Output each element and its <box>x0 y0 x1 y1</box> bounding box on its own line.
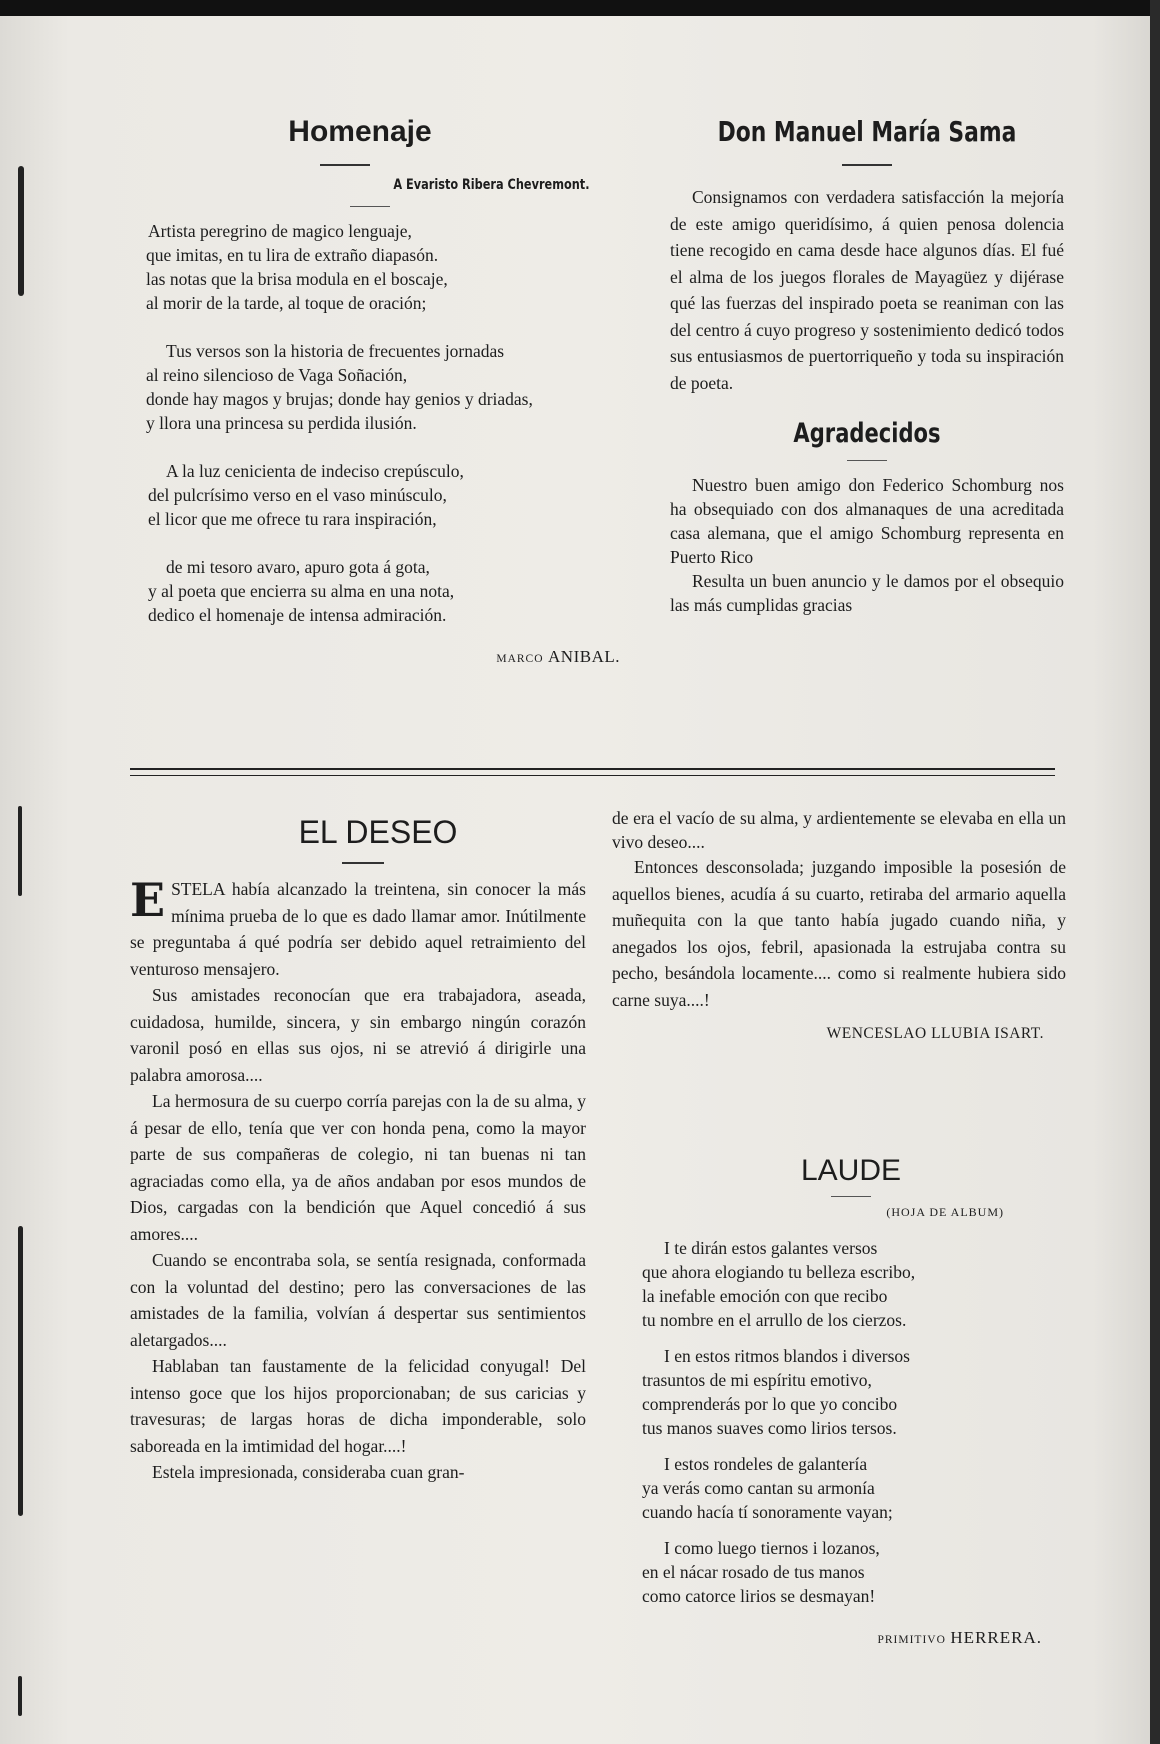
verse-line: I como luego tiernos i lozanos, <box>664 1538 880 1558</box>
agradecidos-paragraph: Nuestro buen amigo don Federico Schomburg nos ha obsequiado con dos almanaques de una acreditada casa alemana, que el amigo Schomburg representa en Puerto Rico <box>670 475 1064 567</box>
verse-line: la inefable emoción con que recibo <box>642 1286 888 1306</box>
verse-line: donde hay magos y brujas; donde hay genios y driadas, <box>146 389 533 409</box>
verse-line: al reino silencioso de Vaga Soñación, <box>146 365 408 385</box>
verse-line: que ahora elogiando tu belleza escribo, <box>642 1262 916 1282</box>
binding-mark <box>18 806 22 896</box>
verse-line: tus manos suaves como lirios tersos. <box>642 1418 897 1438</box>
story-paragraph: Cuando se encontraba sola, se sentía resignada, conformada con la voluntad del destino; pero las conversaciones de las amistades de la familia, volvían á despertar sus sentimientos aletargados.... <box>130 1250 586 1350</box>
homenaje-stanzas <box>120 219 640 627</box>
stanza <box>148 459 640 531</box>
verse-line: dedico el homenaje de intensa admiración. <box>148 605 447 625</box>
dedication: A Evaristo Ribera Chevremont. <box>393 177 590 193</box>
laude-title: LAUDE <box>800 1154 902 1187</box>
deseo-signature: WENCESLAO LLUBIA ISART. <box>826 1025 1044 1042</box>
title-rule <box>342 862 384 864</box>
verse-line: el licor que me ofrece tu rara inspiración, <box>148 509 437 529</box>
verse-line: A la luz cenicienta de indeciso crepúsculo, <box>166 461 464 481</box>
agradecidos-title: Agradecidos <box>793 418 941 449</box>
title-rule <box>320 164 370 166</box>
el-deseo-story <box>130 812 586 1486</box>
section-divider <box>130 775 1055 776</box>
verse-line: I en estos ritmos blandos i diversos <box>664 1346 910 1366</box>
title-rule <box>842 164 892 166</box>
stanza <box>148 339 640 435</box>
title-dash <box>847 460 887 461</box>
homenaje-title: Homenaje <box>288 115 432 148</box>
stanza <box>148 219 640 315</box>
stanza <box>642 1536 1066 1608</box>
verse-line: que imitas, en tu lira de extraño diapasón. <box>146 245 439 265</box>
verse-line: de mi tesoro avaro, apuro gota á gota, <box>166 557 430 577</box>
verse-line: y al poeta que encierra su alma en una nota, <box>148 581 455 601</box>
story-paragraph: Sus amistades reconocían que era trabajadora, aseada, cuidadosa, humilde, sincera, y sin embargo ningún corazón varonil posó en ellas sus ojos, ni se atrevió á dirigirle una palabra amorosa.... <box>130 985 586 1085</box>
agradecidos-paragraph: Resulta un buen anuncio y le damos por el obsequio las más cumplidas gracias <box>670 571 1064 615</box>
verse-line: trasuntos de mi espíritu emotivo, <box>642 1370 872 1390</box>
laude-stanzas <box>636 1236 1066 1608</box>
stanza <box>642 1452 1066 1524</box>
binding-mark <box>18 166 24 296</box>
verse-line: en el nácar rosado de tus manos <box>642 1562 865 1582</box>
verse-line: Tus versos son la historia de frecuentes jornadas <box>166 341 505 361</box>
laude-signature: PRIMITIVO HERRERA. <box>877 1628 1042 1647</box>
story-paragraph: Estela impresionada, consideraba cuan gran- <box>152 1462 465 1482</box>
title-dash <box>831 1196 871 1197</box>
sama-title: Don Manuel María Sama <box>717 115 1017 148</box>
laude-subtitle: (HOJA DE ALBUM) <box>886 1205 1004 1219</box>
stanza <box>148 555 640 627</box>
homenaje-signature: MARCO ANIBAL. <box>496 647 620 666</box>
stanza <box>642 1344 1066 1440</box>
el-deseo-title: EL DESEO <box>298 814 458 850</box>
magazine-page <box>0 16 1150 1744</box>
stanza <box>642 1236 1066 1332</box>
verse-line: comprenderás por lo que yo concibo <box>642 1394 898 1414</box>
verse-line: I estos rondeles de galantería <box>664 1454 868 1474</box>
drop-cap: E <box>130 873 166 927</box>
story-paragraph: E STELA había alcanzado la treintena, sin conocer la más mínima prueba de lo que es dado llamar amor. Inútilmente se preguntaba á qué podría ser debido aquel retraimiento del venturoso mensajero. <box>130 873 586 979</box>
verse-line: al morir de la tarde, al toque de oración; <box>146 293 427 313</box>
story-paragraph: La hermosura de su cuerpo corría parejas con la de su alma, y á pesar de ello, tenía que ver con honda pena, como la mayor parte de sus compañeras de colegio, ni tan buenas ni tan agraciadas como ella, ya de años andaban por esos mundos de Dios, cargadas con la bendición que Aquel concedió á sus amores.... <box>130 1091 586 1244</box>
verse-line: I te dirán estos galantes versos <box>664 1238 878 1258</box>
story-paragraph: Hablaban tan faustamente de la felicidad conyugal! Del intenso goce que los hijos proporcionaban; de sus caricias y travesuras; de largas horas de dicha imponderable, solo saboreada en la imtimidad del hogar....! <box>130 1356 586 1456</box>
verse-line: Artista peregrino de magico lenguaje, <box>148 221 412 241</box>
verse-line: tu nombre en el arrullo de los cierzos. <box>642 1310 907 1330</box>
sama-notice <box>670 114 1064 617</box>
verse-line: como catorce lirios se desmayan! <box>642 1586 876 1606</box>
binding-mark <box>18 1676 22 1716</box>
verse-line: y llora una princesa su perdida ilusión. <box>146 413 417 433</box>
verse-line: ya verás como cantan su armonía <box>642 1478 875 1498</box>
verse-line: cuando hacía tí sonoramente vayan; <box>642 1502 893 1522</box>
verse-line: del pulcrísimo verso en el vaso minúsculo, <box>148 485 447 505</box>
story-paragraph: Entonces desconsolada; juzgando imposible la posesión de aquellos bienes, acudía á su cuarto, retiraba del armario aquella muñequita con la que tanto había jugado cuando niña, y anegados los ojos, febril, apasionada la estrujaba contra su pecho, besándola locamente.... como si realmente hubiera sido carne suya....! <box>612 857 1066 1010</box>
el-deseo-continuation <box>612 806 1066 1043</box>
laude-poem <box>636 1152 1066 1648</box>
binding-mark <box>18 1226 23 1516</box>
story-paragraph: de era el vacío de su alma, y ardientemente se elevaba en ella un vivo deseo.... <box>612 808 1066 852</box>
dedication-dash <box>350 206 390 207</box>
sama-paragraph: Consignamos con verdadera satisfacción la mejoría de este amigo queridísimo, á quien penosa dolencia tiene recogido en cama desde hace algunos días. El fué el alma de los juegos florales de Mayagüez y dijérase qué las fuerzas del inspirado poeta se reaniman con las del centro á cuyo progreso y sostenimiento dedicó todos sus entusiasmos de puertorriqueño y toda su inspiración de poeta. <box>670 187 1064 393</box>
section-divider <box>130 768 1055 770</box>
scan-top-border <box>0 0 1160 16</box>
scan-right-border <box>1150 0 1160 1744</box>
homenaje-poem <box>120 114 640 667</box>
verse-line: las notas que la brisa modula en el boscaje, <box>146 269 448 289</box>
